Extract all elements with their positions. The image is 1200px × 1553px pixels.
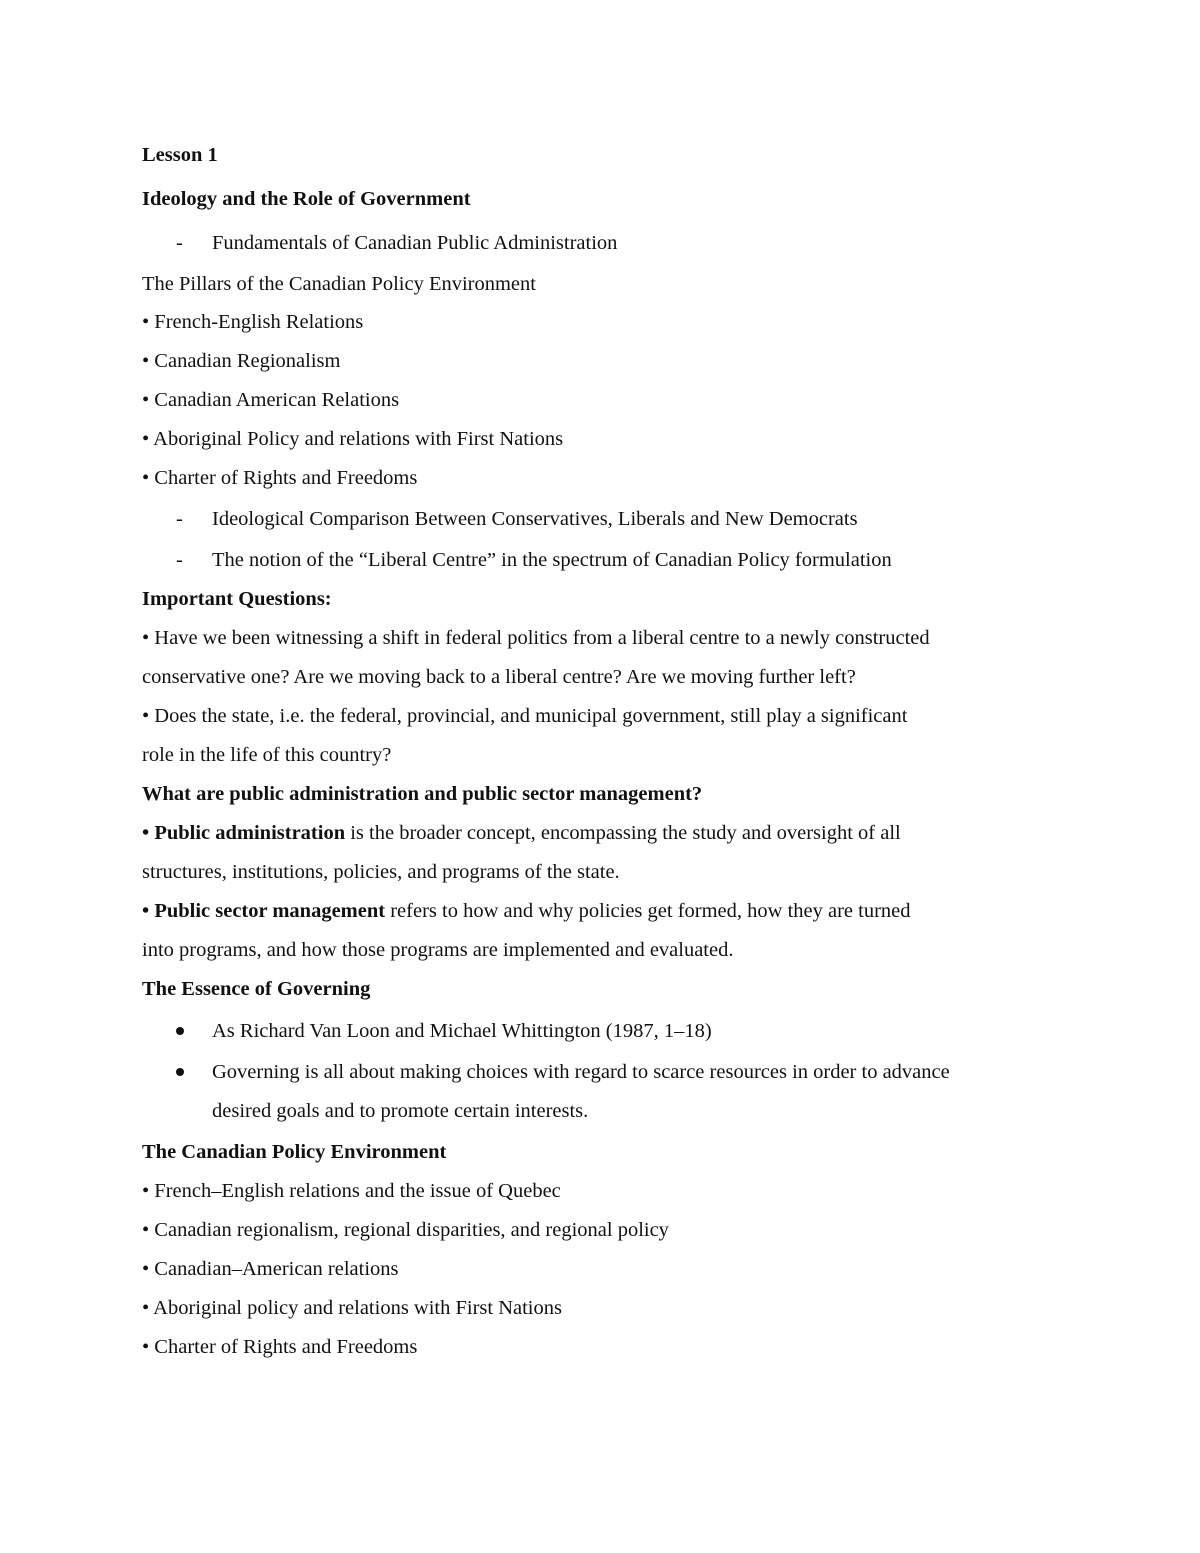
essence-title: The Essence of Governing [142, 978, 371, 1000]
public-admin-definition [142, 821, 901, 845]
bullet: • [142, 900, 155, 922]
dash-item-ideological-comparison [176, 507, 858, 531]
lesson-label: Lesson 1 [142, 144, 218, 166]
question-2-line-2: role in the life of this country? [142, 744, 392, 766]
dash-marker: - [176, 232, 183, 254]
pillar-item: • French-English Relations [142, 311, 364, 333]
dash-item-fundamentals [176, 231, 617, 255]
dash-marker: - [176, 549, 183, 571]
dash-text: Ideological Comparison Between Conservatives, Liberals and New Democrats [212, 508, 858, 530]
pillar-item: • Charter of Rights and Freedoms [142, 467, 418, 489]
env-item: • Canadian–American relations [142, 1258, 399, 1280]
dash-text: The notion of the “Liberal Centre” in the spectrum of Canadian Policy formulation [212, 549, 892, 571]
pillar-item: • Canadian Regionalism [142, 350, 341, 372]
public-admin-title: What are public administration and public sector management? [142, 783, 703, 805]
public-sector-text: refers to how and why policies get formed, how they are turned [385, 900, 911, 922]
essence-item-1 [176, 1019, 712, 1043]
essence-item-2 [176, 1060, 950, 1084]
dash-text: Fundamentals of Canadian Public Administration [212, 232, 618, 254]
public-sector-definition-cont: into programs, and how those programs are implemented and evaluated. [142, 939, 734, 961]
essence-text: Governing is all about making choices with regard to scarce resources in order to advance [212, 1061, 950, 1083]
question-2-line-1: • Does the state, i.e. the federal, provincial, and municipal government, still play a significant [142, 705, 908, 727]
public-sector-term: Public sector management [154, 900, 386, 922]
env-item: • Charter of Rights and Freedoms [142, 1336, 418, 1358]
public-admin-definition-cont: structures, institutions, policies, and programs of the state. [142, 861, 620, 883]
essence-item-2-cont: desired goals and to promote certain interests. [212, 1100, 589, 1122]
dash-item-liberal-centre [176, 548, 892, 572]
heading-ideology: Ideology and the Role of Government [142, 188, 471, 210]
important-questions-title: Important Questions: [142, 588, 332, 610]
bullet: • [142, 822, 155, 844]
question-1-line-1: • Have we been witnessing a shift in federal politics from a liberal centre to a newly constructed [142, 627, 930, 649]
pillar-item: • Aboriginal Policy and relations with First Nations [142, 428, 564, 450]
policy-environment-title: The Canadian Policy Environment [142, 1141, 447, 1163]
pillars-title: The Pillars of the Canadian Policy Environment [142, 273, 536, 295]
public-admin-term: Public administration [154, 822, 346, 844]
public-sector-definition [142, 899, 911, 923]
pillar-item: • Canadian American Relations [142, 389, 400, 411]
dash-marker: - [176, 508, 183, 530]
env-item: • Aboriginal policy and relations with First Nations [142, 1297, 562, 1319]
env-item: • Canadian regionalism, regional disparities, and regional policy [142, 1219, 669, 1241]
public-admin-text: is the broader concept, encompassing the study and oversight of all [345, 822, 901, 844]
env-item: • French–English relations and the issue of Quebec [142, 1180, 561, 1202]
essence-text: As Richard Van Loon and Michael Whittington (1987, 1–18) [212, 1020, 712, 1042]
question-1-line-2: conservative one? Are we moving back to a liberal centre? Are we moving further left? [142, 666, 856, 688]
